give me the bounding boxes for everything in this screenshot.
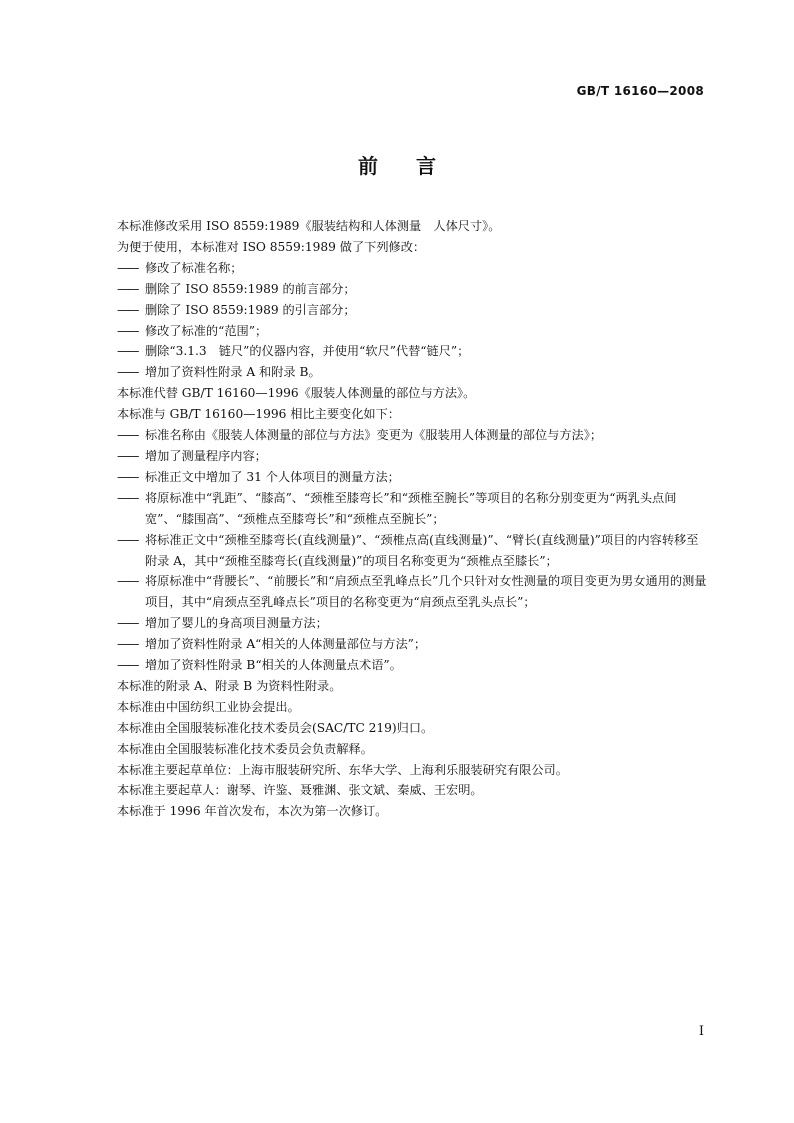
dash-item-text: 将标准正文中“颈椎至膝弯长(直线测量)”、“颈椎点高(直线测量)”、“臂长(直线测量)”项目的内容转移至附录 A，其中“颈椎至膝弯长(直线测量)”的项目名称变更为“颈椎点至膝长”； bbox=[145, 532, 699, 568]
dash-list-item bbox=[117, 613, 709, 634]
em-dash-marker: —— bbox=[117, 637, 138, 652]
body-paragraph: 本标准主要起草人：谢琴、许鉴、聂雅渊、张文斌、秦威、王宏明。 bbox=[117, 783, 483, 798]
em-dash-marker: —— bbox=[117, 428, 138, 443]
em-dash-marker: —— bbox=[117, 658, 138, 673]
dash-list-item bbox=[117, 279, 709, 300]
body-paragraph: 本标准主要起草单位：上海市服装研究所、东华大学、上海利乐服装研究有限公司。 bbox=[117, 762, 568, 777]
dash-list-item bbox=[117, 446, 709, 467]
dash-list-item bbox=[117, 488, 709, 530]
body-paragraph: 本标准与 GB/T 16160—1996 相比主要变化如下： bbox=[117, 407, 400, 422]
page-number: I bbox=[698, 1024, 704, 1039]
dash-item-text: 删除了 ISO 8559:1989 的引言部分； bbox=[145, 302, 356, 317]
body-paragraph: 本标准修改采用 ISO 8559:1989《服装结构和人体测量 人体尺寸》。 bbox=[117, 219, 501, 233]
dash-list-item bbox=[117, 634, 709, 655]
page-title: 前言 bbox=[358, 154, 474, 178]
em-dash-marker: —— bbox=[117, 323, 138, 338]
dash-list-item bbox=[117, 341, 709, 362]
em-dash-marker: —— bbox=[117, 365, 138, 380]
em-dash-marker: —— bbox=[117, 616, 138, 631]
em-dash-marker: —— bbox=[117, 532, 138, 547]
dash-list-item bbox=[117, 655, 709, 676]
dash-list-item bbox=[117, 425, 709, 446]
body-paragraph: 本标准由全国服装标准化技术委员会负责解释。 bbox=[117, 741, 373, 756]
em-dash-marker: —— bbox=[117, 344, 138, 359]
dash-list-item bbox=[117, 258, 709, 279]
dash-list-item bbox=[117, 571, 709, 613]
em-dash-marker: —— bbox=[117, 490, 138, 505]
em-dash-marker: —— bbox=[117, 281, 138, 296]
dash-item-text: 标准正文中增加了 31 个人体项目的测量方法； bbox=[145, 469, 400, 484]
dash-item-text: 增加了资料性附录 B“相关的人体测量点术语”。 bbox=[145, 658, 402, 673]
em-dash-marker: —— bbox=[117, 260, 138, 275]
dash-item-text: 将原标准中“乳距”、“膝高”、“颈椎至膝弯长”和“颈椎至腕长”等项目的名称分别变更为“两乳头点间宽”、“膝围高”、“颈椎点至膝弯长”和“颈椎点至腕长”； bbox=[145, 490, 677, 526]
dash-item-text: 增加了婴儿的身高项目测量方法； bbox=[145, 616, 328, 631]
foreword-body bbox=[117, 216, 709, 822]
dash-list-item bbox=[117, 467, 709, 488]
body-paragraph: 为便于使用，本标准对 ISO 8559:1989 做了下列修改： bbox=[117, 239, 426, 254]
dash-item-text: 修改了标准的“范围”； bbox=[145, 323, 268, 338]
em-dash-marker: —— bbox=[117, 574, 138, 589]
em-dash-marker: —— bbox=[117, 448, 138, 463]
em-dash-marker: —— bbox=[117, 302, 138, 317]
standard-code-header: GB/T 16160—2008 bbox=[576, 84, 704, 98]
body-paragraph: 本标准代替 GB/T 16160—1996《服装人体测量的部位与方法》。 bbox=[117, 386, 476, 401]
dash-item-text: 删除“3.1.3 链尺”的仪器内容，并使用“软尺”代替“链尺”； bbox=[145, 344, 470, 359]
dash-item-text: 修改了标准名称； bbox=[145, 260, 243, 275]
dash-list-item bbox=[117, 321, 709, 342]
dash-item-text: 增加了测量程序内容； bbox=[145, 448, 267, 463]
dash-item-text: 增加了资料性附录 A“相关的人体测量部位与方法”； bbox=[145, 637, 427, 652]
dash-item-text: 增加了资料性附录 A 和附录 B。 bbox=[145, 365, 321, 380]
body-paragraph: 本标准于 1996 年首次发布，本次为第一次修订。 bbox=[117, 804, 388, 819]
dash-item-text: 将原标准中“背腰长”、“前腰长”和“肩颈点至乳峰点长”几个只针对女性测量的项目变更为男女通用的测量项目，其中“肩颈点至乳峰点长”项目的名称变更为“肩颈点至乳头点长”； bbox=[145, 574, 707, 610]
dash-list-item bbox=[117, 362, 709, 383]
body-paragraph: 本标准由中国纺织工业协会提出。 bbox=[117, 699, 300, 714]
dash-list-item bbox=[117, 530, 709, 572]
dash-item-text: 删除了 ISO 8559:1989 的前言部分； bbox=[145, 281, 356, 296]
em-dash-marker: —— bbox=[117, 469, 138, 484]
dash-item-text: 标准名称由《服装人体测量的部位与方法》变更为《服装用人体测量的部位与方法》； bbox=[145, 428, 603, 443]
body-paragraph: 本标准的附录 A、附录 B 为资料性附录。 bbox=[117, 678, 342, 693]
body-paragraph: 本标准由全国服装标准化技术委员会(SAC/TC 219)归口。 bbox=[117, 720, 434, 735]
dash-list-item bbox=[117, 300, 709, 321]
